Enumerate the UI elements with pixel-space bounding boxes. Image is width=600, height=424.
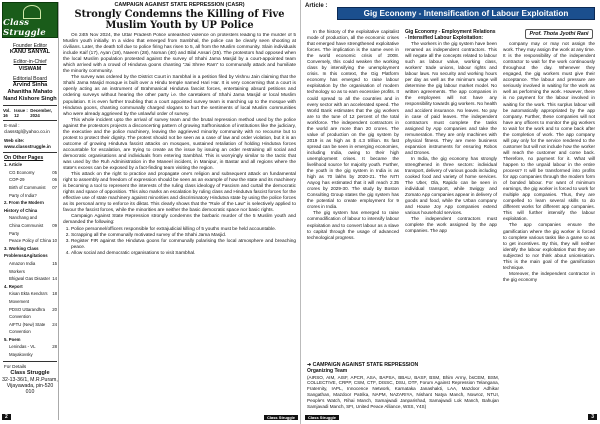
address-line: 32-13-36/1, M.R.Puram, (2, 376, 58, 383)
demand-item: 4. Allow social and democratic organisations to visit Sambhal. (71, 251, 296, 257)
toc-page: 07 (52, 185, 57, 190)
issue: Issue : 12 (14, 108, 28, 119)
toc-entry[interactable] (4, 176, 57, 184)
section-heading: Gig Economy - Employment Relations - Intensified Labour Exploitation: (405, 29, 496, 41)
demand-item: 1. Police personnel/officers responsible for extrajudicial killing of 5 youths must be held accountable. (71, 227, 296, 233)
article-body (63, 33, 296, 409)
toc-label: Peace Policy of China (9, 238, 52, 244)
toc-entry[interactable] (4, 290, 57, 305)
toc-entry[interactable] (4, 306, 57, 321)
paragraph: In the history of the exploitative capitalist mode of production, all the economic crises that emerged have strengthened exploitative forces. The implication is the same even in the world economic crisis of 2008. Conversely, this could weaken the working class by intensifying the unemployment crisis. In this context, the Gig Platform economy has emerged to raise labour exploitation by the organisation of modern technology so as to earn excessive profits. It could spread to all the countries and in every sector with an accelerated speed. The World Bank estimates that the gig workers are to the tune of 12 percent of the total workforce. The independent contractors in the world are more than 20 crores. The value of production on the gig system by 2019 is as high as $ 4.3 trillion. Its fast spread can be seen in emerging economies, including India, owing to their high unemployment crises. It became the livelihood source for majority youth. Further, the youth in the gig system in India is as high as 70 lakhs by 2020-21. The NITI Aayog has estimated that it will reach 2.35 crores by 2029-30. The study by Boston Consulting Group states the gig system has the potential to create employment for 9 crores in India. (307, 29, 399, 210)
toc-page: 06 (52, 177, 57, 183)
toc-label: COP-29 (9, 177, 25, 183)
toc-label: Amazon India Workers (9, 260, 36, 274)
globe-icon (23, 5, 41, 19)
toc-page: 15 (52, 260, 57, 266)
text-column-2 (405, 29, 497, 235)
founder-label: Founder Editor (12, 43, 48, 49)
demand-item: 2. Scrapping all the communally motivated survey of the Shahi Jama Masjid. (71, 233, 296, 239)
toc-label: Kisan Ekta Kendra's Movement (9, 291, 48, 304)
paragraph: Moreover, the independent contractor in the gig economy (503, 270, 595, 282)
toc-entry[interactable] (4, 321, 57, 336)
board-member: Ahanitha Mahato (7, 89, 53, 96)
address-line: Vijayawada, pin-520 010 (6, 383, 54, 396)
editor-label: Editor-in-Chief (13, 59, 47, 66)
campaign-notice-title: CAMPAIGN AGAINST STATE REPRESSION (312, 362, 419, 368)
editor-name: VISWAM (18, 65, 42, 72)
organizations-list: (AIRSO, AIM, AISF, APCR, ASA, BAPSA, BBAU, BASF, BSM, Bhim Army, bsCEM, BSM, COLLECTIVE, CRPP, CSM, CTF, DISSC, DSU, DTF, Forum Against Repression Telangana, Fraternity, IAPL, Innocence Network, Karnataka Janashakti, LAA, Mazdoor Adhikar Sangathan, Mazdoor Patrika, NAPM, NAZARIYA, Nishant Natya Manch, Nowroz, NTUI, People's Watch, Rihai Manch, Samajwadi Janparishad, Samajwadi Lok Manch, Bahujan Samjavadi Manch, SFI, United Peace Alliance, WSS, Y4S) (307, 374, 499, 409)
article-banner: Gig Economy - Intensification of Labour Exploitation (337, 7, 595, 20)
toc-label: China Communist Party (9, 222, 44, 236)
website[interactable]: Web site: www.classstruggle.in (4, 138, 51, 150)
toc-page: 24 (52, 321, 57, 327)
toc-page: 09 (52, 222, 57, 228)
toc-label: CG Economy (9, 169, 35, 175)
demands-list (63, 227, 296, 257)
board-label: Editorial Board (12, 75, 48, 82)
toc-page: 14 (52, 276, 57, 282)
issue-meta (2, 108, 58, 118)
issue-date: December, 2024 (30, 108, 53, 119)
toc-heading: On Other Pages (4, 155, 44, 162)
toc-entry[interactable] (4, 222, 57, 237)
email[interactable]: E-mail : classstgl@yahoo.co.in (4, 123, 50, 135)
footer-mark: Class Struggle (264, 415, 298, 420)
paragraph: Campaign Against State Repression strongly condemns the barbaric murder of the 5 Muslim youth and demanded the following: (63, 214, 296, 226)
divider (3, 120, 57, 121)
volume: Vol. 16 (3, 108, 11, 119)
toc-entry[interactable] (4, 214, 57, 222)
paragraph: company may or may not assign the work. They may assign the work at any time. It is the responsibility of the independent contractor to wait for the work continuously throughout the day. Whenever they engaged, the gig workers must give their acceptance. The labour and pressure are seriously involved in waiting for the work as well as performing the work. However, there is no payment for the labour involved in waiting for the work. This surplus labour will be automatically appropriated by the app company. Further, these companies will not have any officers to monitor the gig workers to wait for the work and to come back after the completion of work. The app company will pay only for the service rendered to the customer but will not include how the worker will reach the customer and come back. Therefore, no payment for it. What will happen to the unpaid labour in the entire process? It will be transformed into profits for app companies through the modern form of bonded labour. For want of minimum earnings, the gig worker is forced to work for multiple app companies. Thus, they are compelled to learn several skills to do different works for different app companies. This will further intensify the labour exploitation. (503, 41, 595, 222)
right-footer (301, 413, 600, 421)
toc-label: 5. Poem (4, 336, 21, 342)
page-number: 2 (2, 414, 11, 420)
toc-label: 2. From the Modern History of China (4, 200, 44, 213)
toc-label: PDSO Uttarandhra Convention (9, 306, 46, 320)
campaign-heading: CAMPAIGN AGAINST STATE REPRESSION (CASR) (114, 2, 245, 8)
toc-label: 4. Report (4, 283, 23, 289)
toc-entry[interactable] (4, 169, 57, 177)
paragraph: This whole incident upto the arrival of survey team and the brutal repression method used by the police against the protestors projects a disconcerting pattern of growing Saffronisation of institutions like the judiciary, the executive and the police machinery, leaving the aggrieved minority community with no recourse but to protest to protect their dignity. The protest should not be seen as a case of law and order violation, but it is an outcome of growing Hindutva fascist attacks on mosques, sustained retaliation of holding Hindutva forces accountable for escalation, are trying to create as the issue by issuing an order restraining all social and democratic organisations and individuals from entering Sambhal. This is worryingly similar to the tactic that was used by the Ruh Administration in the Maneel incident, in Manipur, in Bastar and all regions where the state's excess can be exposed by a fact-finding team visiting the region. (63, 117, 296, 172)
page-number: 3 (588, 414, 597, 420)
paragraph: On 24th Nov 2024, the Uttar Pradesh Police unleashed violence on protesters leading to the murder of 5 Muslim youth initially. In a video that emerged from Sambhal, the police can be clearly seen shooting at civilians. Later, the death toll due to police firing has risen to 5, all from the Muslim community. Slain individuals include Kaif (17), Ayan (18), Naeem (28), Noman (40) and Bilal Ansari (25). The protestors had opposed when the local Muslim population protested against the survey of Shahi Jama Masjid by a court-appointed team which arrived with a crowd of Hindutva goons chanting "Jai Shree Ram" to communally attack and humiliate the minority community. (63, 33, 296, 75)
toc-page: 05 (52, 169, 57, 175)
toc-entry[interactable] (4, 161, 57, 169)
toc-entry[interactable] (4, 260, 57, 275)
toc-entry[interactable] (4, 199, 57, 214)
demand-item: 3. Register FIR against the Hindutva goons for communally polarising the local atmosphere and breaching peace. (71, 239, 296, 251)
paragraph: The independent contractors must complete the work assigned by the app companies. The app (405, 216, 497, 234)
toc-label: AIFTU (New) State Convention (9, 321, 46, 335)
toc-label: Bhigwal Gas Disaster (9, 276, 51, 282)
toc-entry[interactable] (4, 283, 57, 291)
campaign-notice (307, 363, 499, 409)
author-byline: Prof. Thota Jyothi Rani (525, 29, 593, 39)
toc-page: 10 (52, 238, 57, 244)
toc-entry[interactable] (4, 237, 57, 245)
toc-entry[interactable] (4, 343, 57, 358)
toc-entry[interactable] (4, 275, 57, 283)
divider (3, 152, 57, 153)
toc-entry[interactable] (4, 245, 57, 260)
toc-label: Birth of Communist Party of India? (9, 185, 46, 198)
article-label: Article : (305, 3, 328, 9)
arrow-right-icon: ➜ (307, 362, 312, 368)
toc-entry[interactable] (4, 184, 57, 199)
article-headline: Strongly Condemns the Killing of Five Muslim Youth by UP Police (74, 9, 285, 31)
details-label: For Details (4, 363, 27, 369)
founder-name: KANU SANYAL (9, 49, 51, 56)
paragraph: The workers in the gig system have been renamed as independent contractors. This will negate all the concepts related to labour such as labour value, working class, workers' trade unions, labour rights and labour laws. No security and working hours per day as well as the minimum wage will determine the gig labour market model. No written agreements. The app companies in the employees will not have any responsibility towards gig workers. No health and accident insurance. No leaves. No pay in case of paid leaves. The independent contractors must complete the tasks assigned by App companies and take the remuneration. They are only machines with physical fitness. They are mere business expansion instruments for ensuring Robos and Drones. (405, 41, 497, 155)
organizing-team-heading: Organizing Team (307, 367, 348, 374)
text-column-3 (503, 29, 595, 407)
toc-label: Nanchang and (9, 215, 37, 221)
table-of-contents (2, 161, 58, 358)
toc-label: 1. Article (4, 162, 22, 168)
paragraph: The gig system has emerged to raise commodification of labour to intensify labour exploitation and to convert labour as a slave to capital through the usage of advanced technological progress. (307, 210, 399, 240)
masthead-sidebar (2, 2, 59, 420)
toc-label: 3. Working Class Problems&Agitations (4, 245, 48, 259)
paragraph: In India, the gig economy has strongly strengthened in three sectors: individual transport, delivery of various goods including cooked food and variety of home services. The Uber, Ola, Rapido can be seen in individual transport, while Swiggy and Zomato App companies appear in delivery of goods and food, while the Urban company and House Joy App companies extend various household services. (405, 155, 497, 216)
board-member: Nand Kishore Singh (3, 96, 57, 103)
board-member: Arvind Sinha (12, 82, 48, 89)
divider (3, 105, 57, 106)
paragraph: The survey was ordered by the District Court in Sambhal in a petition filed by Vishnu Jain claiming that the Shahi Jama Masjid mosque is built over a Hindu temple named Hari Har. It is very concerning that a court is openly acting as an instrument of Brahmanical Hindutva fascist forces, entertaining absurd petitions and ordering surveys without hearing the other party i.e. the caretakers of Shahi Jama Masjid or local Muslim population. It is even further troubling that a court appointed survey team is marching up to the mosque with Hindutva goons, chanting communally charged slogans to hurt the sentiments of local Muslim communities who were already aggrieved by the unlawful order of survey. (63, 75, 296, 117)
class-struggle-logo (2, 2, 58, 38)
toc-label: Lenindas - VL Mayakovsky (9, 344, 36, 358)
right-page (300, 0, 600, 424)
toc-entry[interactable] (4, 336, 57, 344)
toc-page: 20 (52, 306, 57, 312)
footer-mark: Class Struggle (305, 415, 339, 420)
divider (3, 361, 57, 362)
paragraph: This attack on the right to practice and propagate one's religion and subsequent attack on fundamental right to assembly and freedom of expression should be seen as an example of how the state and its machinery is becoming a tool to represent the interests of the ruling class ideology of Fascism and curtail the democratic rights and space of opposition. This also marks an escalation by ruling class and Hindutva fascist forces for the effective use of state machinery against minorities and discriminatory Hindutva state by using the police forces as its personal army to enforce its diktat. This clearly shows that the "Rule of the Law" is selectively applied to favour the fascist forces, while the minorities are neither the basic democratic space nor basic rights. (63, 172, 296, 214)
paragraph: The app companies ensure the gamification where the gig worker is forced to complete various tasks like a game so as to get incentives. By this, they will neither identify the labour exploitation that they are subjected to nor think about unionisation. This is the main goal of the gamification technique. (503, 222, 595, 270)
logo-text: Class Struggle (3, 18, 46, 38)
text-column-1 (307, 29, 399, 387)
address-line: Class Struggle (10, 369, 50, 376)
toc-page: 28 (52, 344, 57, 350)
toc-page: 18 (52, 291, 57, 297)
left-footer (2, 413, 298, 421)
